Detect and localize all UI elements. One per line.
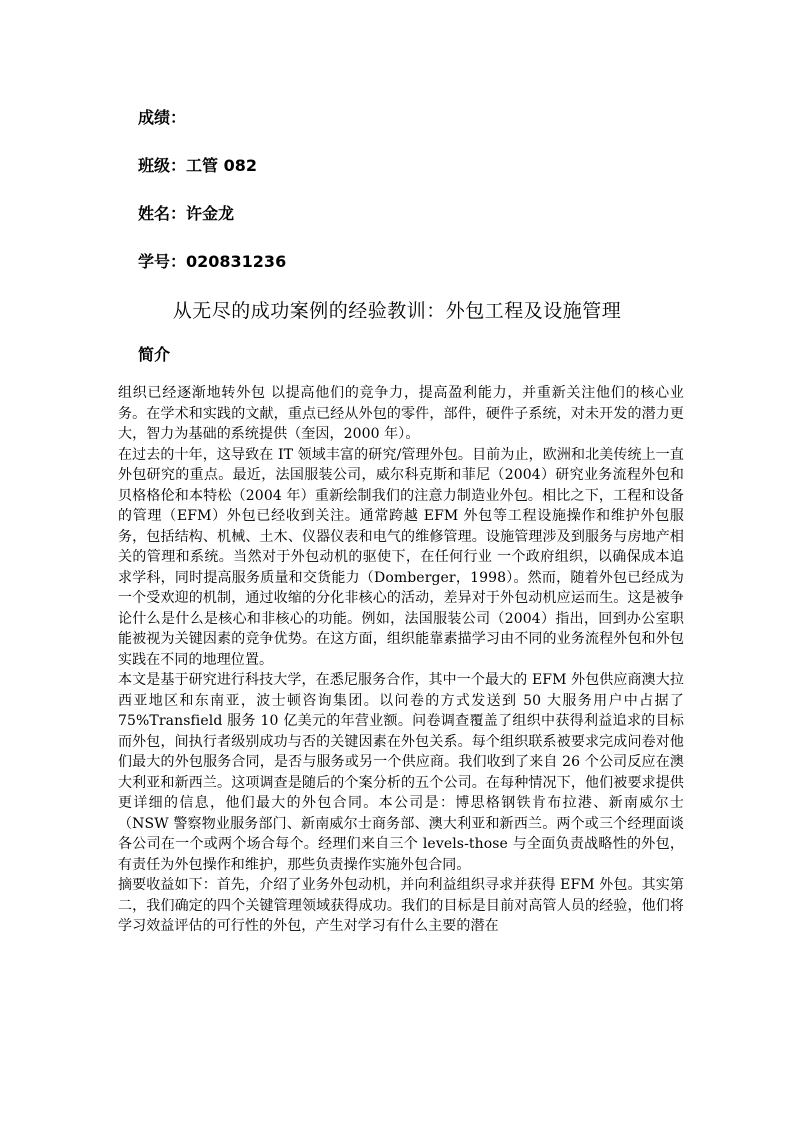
class-label: 班级：工管 082	[138, 156, 257, 175]
paragraph-4: 摘要收益如下：首先，介绍了业务外包动机，并向利益组织寻求并获得 EFM 外包。其实第二，我们确定的四个关键管理领域获得成功。我们的目标是目前对高管人员的经验，他们将学习效益评估的可行性的外包，产生对学习有什么主要的潜在	[118, 877, 684, 934]
name-label: 姓名：许金龙	[138, 204, 235, 223]
document-title: 从无尽的成功案例的经验教训：外包工程及设施管理	[172, 300, 622, 322]
body-text	[118, 383, 684, 937]
score-label: 成绩：	[138, 108, 187, 127]
paragraph-2: 在过去的十年，这导致在 IT 领域丰富的研究/管理外包。目前为止，欧洲和北美传统上一直外包研究的重点。最近，法国服装公司，威尔科克斯和菲尼（2004）研究业务流程外包和贝格格伦和本特松（2004 年）重新绘制我们的注意力制造业外包。相比之下，工程和设备的管理（EFM）外包已经收到关注。通常跨越 EFM 外包等工程设施操作和维护外包服务，包括结构、机械、土木、仪器仪表和电气的维修管理。设施管理涉及到服务与房地产相关的管理和系统。当然对于外包动机的驱使下，在任何行业 一个政府组织，以确保成本追求学科，同时提高服务质量和交货能力（Domberger，1998）。然而，随着外包已经成为一个受欢迎的机制，通过收缩的分化非核心的活动，差异对于外包动机应运而生。这是被争论什么是什么是核心和非核心的功能。例如，法国服装公司（2004）指出，回到办公室职能被视为关键因素的竞争优势。在这方面，组织能靠素描学习由不同的业务流程外包和外包实践在不同的地理位置。	[118, 446, 684, 668]
paragraph-1: 组织已经逐渐地转外包 以提高他们的竞争力，提高盈利能力，并重新关注他们的核心业务。在学术和实践的文献，重点已经从外包的零件，部件，硬件子系统，对未开发的潜力更大，智力为基础的系统提供（奎因，2000 年）。	[118, 385, 684, 442]
paragraph-3: 本文是基于研究进行科技大学，在悉尼服务合作，其中一个最大的 EFM 外包供应商澳大拉西亚地区和东南亚，波士顿咨询集团。以问卷的方式发送到 50 大服务用户中占据了 75%Transfield 服务 10 亿美元的年营业额。问卷调查覆盖了组织中获得利益追求的目标而外包，间执行者级别成功与否的关键因素在外包关系。每个组织联系被要求完成问卷对他们最大的外包服务合同，是否与服务或另一个供应商。我们收到了来自 26 个公司反应在澳大利亚和新西兰。这项调查是随后的个案分析的五个公司。在每种情况下，他们被要求提供更详细的信息，他们最大的外包合同。本公司是：博思格钢铁肯布拉港、新南威尔士（NSW 警察物业服务部门、新南威尔士商务部、澳大利亚和新西兰。两个或三个经理面谈各公司在一个或两个场合每个。经理们来自三个 levels-those 与全面负责战略性的外包，有责任为外包操作和维护，那些负责操作实施外包合同。	[118, 672, 684, 873]
student-id-label: 学号：020831236	[138, 252, 287, 271]
section-heading-intro: 简介	[138, 345, 171, 364]
